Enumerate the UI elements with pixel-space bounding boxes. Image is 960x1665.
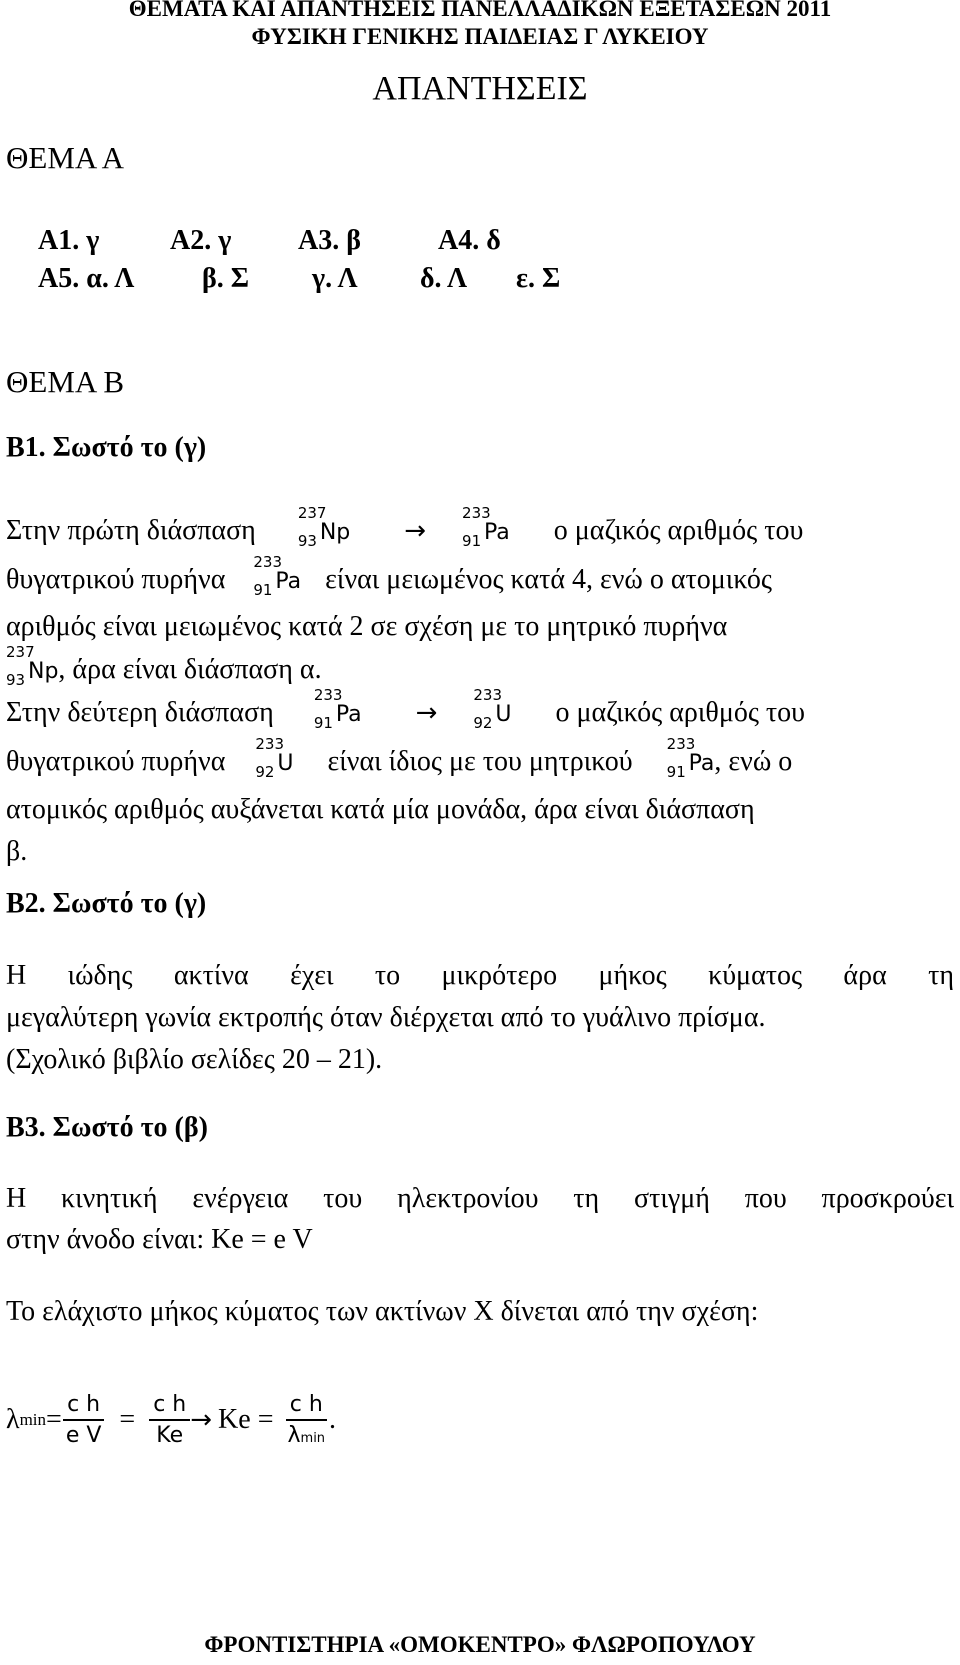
b1-line-5-text-b: ο μαζικός αριθμός του	[555, 697, 806, 728]
nuclide-pa-233: 233 91 Pa	[462, 504, 510, 550]
b1-line-6-text-a: θυγατρικού πυρήνα	[6, 746, 226, 777]
arrow-icon: →	[190, 1405, 213, 1435]
formula-eq-2: =	[119, 1404, 136, 1435]
fraction-ch-ke: $\frac{\text{c h}}{Ke}$	[149, 1392, 190, 1448]
nuclide-np-237: 237 93 Np	[297, 504, 351, 550]
b1-line-2-text-a: θυγατρικού πυρήνα	[6, 564, 226, 595]
nuclide-np-237: 237 93 Np	[6, 643, 59, 689]
b3-line-3: Το ελάχιστο μήκος κύματος των ακτίνων Χ δίνεται από την σχέση:	[6, 1296, 759, 1327]
answer-a2: Α2. γ	[170, 225, 232, 256]
answer-a5: Α5. α. Λ	[38, 263, 135, 294]
b1-line-4	[6, 643, 954, 689]
b1-line-1-text-a: Στην πρώτη διάσπαση	[6, 515, 256, 546]
formula-sub-min: min	[19, 1410, 47, 1429]
b1-line-4-text: , άρα είναι διάσπαση α.	[58, 654, 322, 685]
theme-b-heading: ΘΕΜΑ Β	[6, 364, 124, 399]
b1-line-5-text-a: Στην δεύτερη διάσπαση	[6, 697, 274, 728]
b2-line-2: μεγαλύτερη γωνία εκτροπής όταν διέρχεται από το γυάλινο πρίσμα.	[6, 1002, 766, 1033]
nuclide-pa-233: 233 91 Pa	[666, 735, 715, 781]
formula-eq-1: =	[46, 1404, 62, 1435]
b1-line-5	[6, 686, 954, 732]
b3-line-1: Η κινητική ενέργεια του ηλεκτρονίου τη στιγμή που προσκρούει	[6, 1183, 954, 1214]
b1-line-2	[6, 553, 954, 599]
nuclide-pa-233: 233 91 Pa	[313, 686, 362, 732]
answer-a4: Α4. δ	[438, 225, 501, 256]
footer: ΦΡΟΝΤΙΣΤΗΡΙΑ «ΟΜΟΚΕΝΤΡΟ» ΦΛΩΡΟΠΟΥΛΟΥ	[204, 1632, 756, 1657]
b1-line-2-text-b: είναι μειωμένος κατά 4, ενώ ο ατομικός	[325, 564, 772, 595]
nuclide-u-233: 233 92 U	[255, 735, 294, 781]
answer-a3: Α3. β	[298, 225, 361, 256]
formula-period: .	[329, 1404, 337, 1435]
b1-title: Β1. Σωστό το (γ)	[6, 432, 207, 463]
b1-line-8: β.	[6, 836, 28, 867]
arrow-icon: →	[404, 516, 427, 546]
nuclide-u-233: 233 92 U	[473, 686, 512, 732]
b1-line-3: αριθμός είναι μειωμένος κατά 2 σε σχέση με το μητρικό πυρήνα	[6, 611, 728, 642]
b1-line-1	[6, 504, 954, 550]
header-line-2: ΦΥΣΙΚΗ ΓΕΝΙΚΗΣ ΠΑΙΔΕΙΑΣ Γ ΛΥΚΕΙΟΥ	[251, 24, 709, 49]
theme-a-heading: ΘΕΜΑ Α	[6, 140, 124, 175]
header-line-1: ΘΕΜΑΤΑ ΚΑΙ ΑΠΑΝΤΗΣΕΙΣ ΠΑΝΕΛΛΑΔΙΚΩΝ ΕΞΕΤΑΣΕΩΝ 2011	[128, 0, 832, 21]
formula-lambda: λ	[6, 1404, 20, 1435]
answer-a5-d: δ. Λ	[420, 263, 468, 294]
answer-a1: Α1. γ	[38, 225, 100, 256]
lambda-min-formula	[6, 1380, 954, 1460]
b2-line-3: (Σχολικό βιβλίο σελίδες 20 – 21).	[6, 1044, 383, 1075]
b2-line-1: Η ιώδης ακτίνα έχει το μικρότερο μήκος κύματος άρα τη	[6, 960, 954, 991]
arrow-icon: →	[415, 698, 438, 728]
b1-line-6	[6, 735, 954, 781]
fraction-ch-lambda-min: $\frac{\text{c h}}{\lambda\min}$	[287, 1392, 326, 1448]
answer-a5-e: ε. Σ	[516, 263, 561, 294]
b3-title: Β3. Σωστό το (β)	[6, 1112, 208, 1143]
b3-line-2: στην άνοδο είναι: Κe = e V	[6, 1224, 313, 1255]
answer-a5-b: β. Σ	[202, 263, 250, 294]
page-title: ΑΠΑΝΤΗΣΕΙΣ	[372, 70, 588, 107]
b1-line-1-text-b: ο μαζικός αριθμός του	[553, 515, 804, 546]
b2-title: Β2. Σωστό το (γ)	[6, 888, 207, 919]
b1-line-7: ατομικός αριθμός αυξάνεται κατά μία μονάδα, άρα είναι διάσπαση	[6, 794, 755, 825]
formula-ke-label: Κe =	[218, 1404, 274, 1435]
answer-a5-c: γ. Λ	[312, 263, 358, 294]
fraction-ch-ev: $\frac{\text{c h}}{\text{e V}}$	[62, 1392, 106, 1448]
b1-line-6-text-b: είναι ίδιος με του μητρικού	[327, 746, 633, 777]
b1-line-6-text-c: , ενώ ο	[714, 746, 793, 777]
nuclide-pa-233: 233 91 Pa	[253, 553, 302, 599]
